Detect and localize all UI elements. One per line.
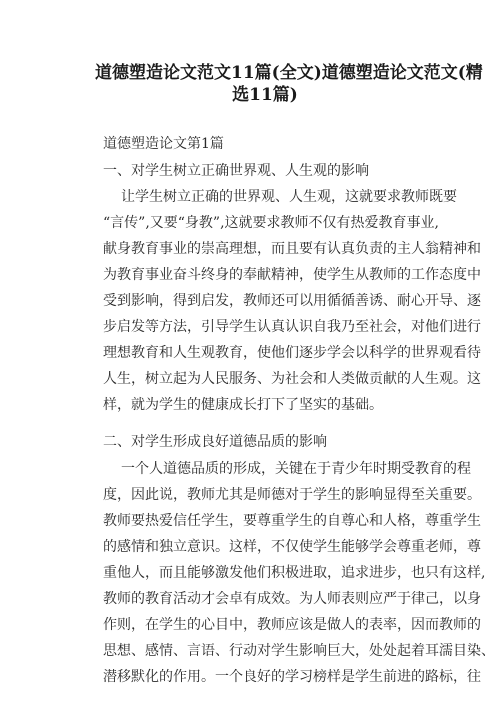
paragraph-2-line: 作则，在学生的心目中，教师应该是做人的表率，因而教师的 <box>103 617 481 633</box>
document-title <box>95 62 483 106</box>
paragraph-2-line: 潜移默化的作用。一个良好的学习榜样是学生前进的路标，往 <box>103 669 481 685</box>
paragraph-1-line: “言传”,又要“身教”,这就要求教师不仅有热爱教育事业, <box>103 215 439 231</box>
paragraph-1-line: 让学生树立正确的世界观、人生观，这就要求教师既要 <box>121 189 457 205</box>
paragraph-2-line: 一个人道德品质的形成，关键在于青少年时期受教育的程 <box>121 461 471 477</box>
paragraph-1-line: 步启发等方法，引导学生认真认识自我乃至社会，对他们进行 <box>103 319 481 335</box>
paragraph-1-line: 献身教育事业的崇高理想，而且要有认真负责的主人翁精神和 <box>103 241 481 257</box>
paragraph-2-line: 思想、感情、言语、行动对学生影响巨大，处处起着耳濡目染、 <box>103 643 495 659</box>
paragraph-2-line: 教师的教育活动才会卓有成效。为人师表则应严于律己，以身 <box>103 591 481 607</box>
heading-1: 一、对学生树立正确世界观、人生观的影响 <box>103 163 369 179</box>
paragraph-1-line: 受到影响，得到启发，教师还可以用循循善诱、耐心开导、逐 <box>103 293 481 309</box>
paragraph-1-line: 样，就为学生的健康成长打下了坚实的基础。 <box>103 397 383 413</box>
paragraph-1-line: 为教育事业奋斗终身的奉献精神，使学生从教师的工作态度中 <box>103 267 481 283</box>
section-label: 道德塑造论文第1篇 <box>103 136 224 152</box>
paragraph-1-line: 人生，树立起为人民服务、为社会和人类做贡献的人生观。这 <box>103 371 481 387</box>
paragraph-1-line: 理想教育和人生观教育，使他们逐步学会以科学的世界观看待 <box>103 345 481 361</box>
heading-2: 二、对学生形成良好道德品质的影响 <box>103 434 327 450</box>
title-line-2: 选11篇) <box>232 85 298 105</box>
paragraph-2-line: 度，因此说，教师尤其是师德对于学生的影响显得至关重要。 <box>103 487 481 503</box>
paragraph-2-line: 的感情和独立意识。这样，不仅使学生能够学会尊重老师，尊 <box>103 539 481 555</box>
title-line-1: 道德塑造论文范文11篇(全文)道德塑造论文范文(精 <box>95 63 483 83</box>
paragraph-2-line: 重他人，而且能够激发他们积极进取，追求进步，也只有这样, <box>103 565 486 581</box>
paragraph-2-line: 教师要热爱信任学生，要尊重学生的自尊心和人格，尊重学生 <box>103 513 481 529</box>
